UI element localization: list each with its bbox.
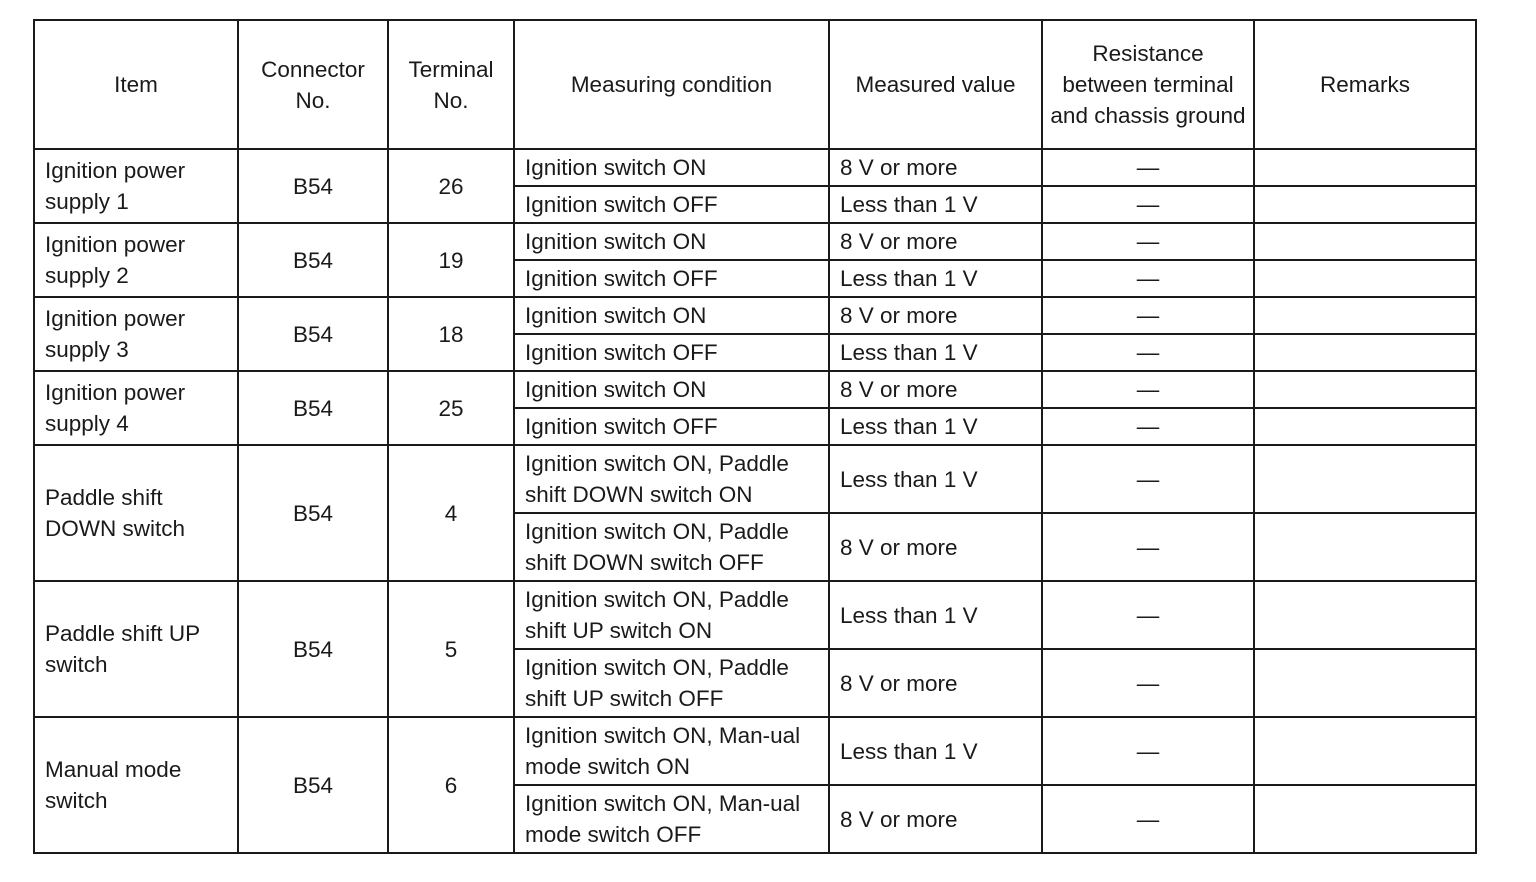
value-cell: Less than 1 V xyxy=(829,408,1042,445)
table-row xyxy=(34,149,1476,186)
condition-cell: Ignition switch OFF xyxy=(514,408,829,445)
value-cell: 8 V or more xyxy=(829,297,1042,334)
condition-cell: Ignition switch ON, Paddle shift UP switch OFF xyxy=(514,649,829,717)
remarks-cell xyxy=(1254,445,1476,513)
value-cell: Less than 1 V xyxy=(829,334,1042,371)
value-cell: Less than 1 V xyxy=(829,260,1042,297)
item-cell: Ignition power supply 4 xyxy=(34,371,238,445)
condition-cell: Ignition switch ON, Paddle shift DOWN switch ON xyxy=(514,445,829,513)
terminal-inspection-table xyxy=(33,19,1477,854)
remarks-cell xyxy=(1254,371,1476,408)
terminal-cell: 6 xyxy=(388,717,514,853)
resistance-cell: — xyxy=(1042,445,1254,513)
header-item: Item xyxy=(34,20,238,149)
table-row xyxy=(34,717,1476,785)
table-row xyxy=(34,371,1476,408)
condition-cell: Ignition switch ON xyxy=(514,371,829,408)
condition-cell: Ignition switch ON, Paddle shift DOWN switch OFF xyxy=(514,513,829,581)
connector-cell: B54 xyxy=(238,717,388,853)
resistance-cell: — xyxy=(1042,581,1254,649)
connector-cell: B54 xyxy=(238,371,388,445)
resistance-cell: — xyxy=(1042,297,1254,334)
remarks-cell xyxy=(1254,297,1476,334)
condition-cell: Ignition switch OFF xyxy=(514,186,829,223)
resistance-cell: — xyxy=(1042,149,1254,186)
connector-cell: B54 xyxy=(238,445,388,581)
value-cell: Less than 1 V xyxy=(829,186,1042,223)
resistance-cell: — xyxy=(1042,223,1254,260)
header-terminal-no: Terminal No. xyxy=(388,20,514,149)
value-cell: 8 V or more xyxy=(829,371,1042,408)
remarks-cell xyxy=(1254,785,1476,853)
remarks-cell xyxy=(1254,649,1476,717)
connector-cell: B54 xyxy=(238,223,388,297)
resistance-cell: — xyxy=(1042,785,1254,853)
terminal-cell: 19 xyxy=(388,223,514,297)
terminal-cell: 25 xyxy=(388,371,514,445)
header-resistance: Resistance between terminal and chassis ground xyxy=(1042,20,1254,149)
item-cell: Ignition power supply 3 xyxy=(34,297,238,371)
condition-cell: Ignition switch ON xyxy=(514,223,829,260)
remarks-cell xyxy=(1254,334,1476,371)
table-row xyxy=(34,581,1476,649)
value-cell: 8 V or more xyxy=(829,513,1042,581)
resistance-cell: — xyxy=(1042,334,1254,371)
header-connector-no: Connector No. xyxy=(238,20,388,149)
item-cell: Paddle shift UP switch xyxy=(34,581,238,717)
resistance-cell: — xyxy=(1042,408,1254,445)
resistance-cell: — xyxy=(1042,371,1254,408)
condition-cell: Ignition switch ON, Man-ual mode switch OFF xyxy=(514,785,829,853)
resistance-cell: — xyxy=(1042,513,1254,581)
condition-cell: Ignition switch OFF xyxy=(514,334,829,371)
remarks-cell xyxy=(1254,149,1476,186)
value-cell: Less than 1 V xyxy=(829,717,1042,785)
item-cell: Ignition power supply 1 xyxy=(34,149,238,223)
remarks-cell xyxy=(1254,260,1476,297)
resistance-cell: — xyxy=(1042,649,1254,717)
condition-cell: Ignition switch ON xyxy=(514,297,829,334)
item-cell: Paddle shift DOWN switch xyxy=(34,445,238,581)
value-cell: 8 V or more xyxy=(829,149,1042,186)
header-remarks: Remarks xyxy=(1254,20,1476,149)
connector-cell: B54 xyxy=(238,149,388,223)
remarks-cell xyxy=(1254,717,1476,785)
terminal-cell: 26 xyxy=(388,149,514,223)
condition-cell: Ignition switch ON xyxy=(514,149,829,186)
connector-cell: B54 xyxy=(238,297,388,371)
remarks-cell xyxy=(1254,186,1476,223)
item-cell: Manual mode switch xyxy=(34,717,238,853)
condition-cell: Ignition switch OFF xyxy=(514,260,829,297)
resistance-cell: — xyxy=(1042,186,1254,223)
table-row xyxy=(34,223,1476,260)
remarks-cell xyxy=(1254,223,1476,260)
resistance-cell: — xyxy=(1042,260,1254,297)
remarks-cell xyxy=(1254,581,1476,649)
terminal-cell: 18 xyxy=(388,297,514,371)
table-row xyxy=(34,445,1476,513)
resistance-cell: — xyxy=(1042,717,1254,785)
remarks-cell xyxy=(1254,513,1476,581)
header-measuring-condition: Measuring condition xyxy=(514,20,829,149)
header-measured-value: Measured value xyxy=(829,20,1042,149)
value-cell: Less than 1 V xyxy=(829,581,1042,649)
terminal-cell: 5 xyxy=(388,581,514,717)
remarks-cell xyxy=(1254,408,1476,445)
terminal-cell: 4 xyxy=(388,445,514,581)
value-cell: 8 V or more xyxy=(829,785,1042,853)
value-cell: 8 V or more xyxy=(829,223,1042,260)
header-row xyxy=(34,20,1476,149)
condition-cell: Ignition switch ON, Man-ual mode switch ON xyxy=(514,717,829,785)
value-cell: Less than 1 V xyxy=(829,445,1042,513)
condition-cell: Ignition switch ON, Paddle shift UP switch ON xyxy=(514,581,829,649)
connector-cell: B54 xyxy=(238,581,388,717)
value-cell: 8 V or more xyxy=(829,649,1042,717)
table-row xyxy=(34,297,1476,334)
item-cell: Ignition power supply 2 xyxy=(34,223,238,297)
